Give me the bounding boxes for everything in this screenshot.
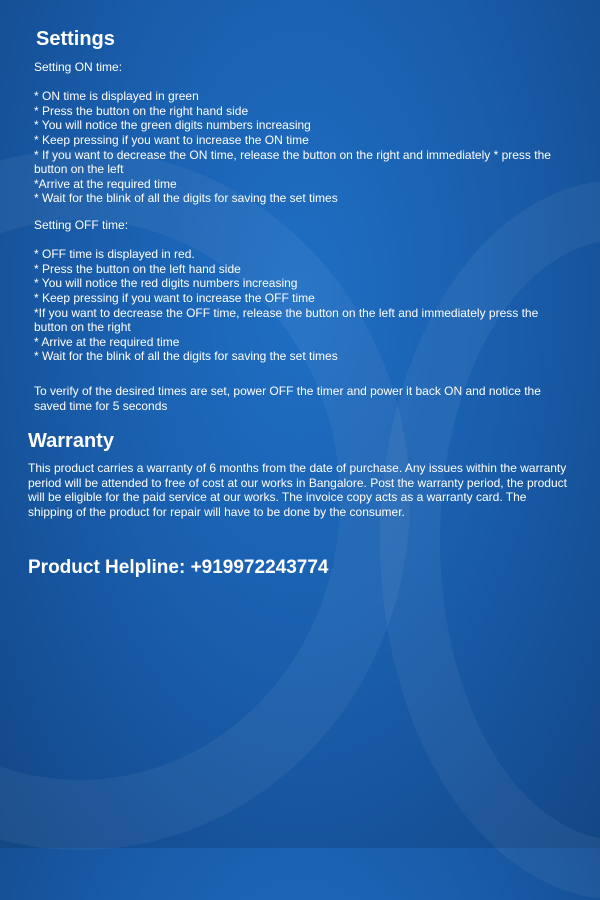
off-time-step: * Keep pressing if you want to increase the OFF time: [34, 290, 315, 305]
on-time-step: * If you want to decrease the ON time, release the button on the right and immediately * press the button on the left: [34, 147, 555, 177]
off-time-step: *If you want to decrease the OFF time, release the button on the left and immediately press the button on the right: [34, 305, 542, 335]
off-time-step: * Wait for the blink of all the digits for saving the set times: [34, 349, 338, 364]
on-time-step: *Arrive at the required time: [34, 176, 177, 191]
off-time-step: * Arrive at the required time: [34, 334, 180, 349]
warranty-heading: Warranty: [28, 430, 114, 452]
verify-note: [34, 384, 574, 413]
settings-heading: Settings: [36, 28, 115, 50]
on-time-step: * Keep pressing if you want to increase the ON time: [34, 132, 309, 147]
off-time-step: * Press the button on the left hand side: [34, 261, 241, 276]
off-time-section: [34, 218, 574, 364]
on-time-step: * ON time is displayed in green: [34, 89, 199, 104]
off-time-heading: Setting OFF time:: [34, 218, 129, 232]
product-helpline: Product Helpline: +919972243774: [28, 557, 329, 578]
verify-text: To verify of the desired times are set, power OFF the timer and power it back ON and notice the saved time for 5 seconds: [34, 384, 545, 413]
on-time-heading: Setting ON time:: [34, 60, 123, 74]
off-time-step: * OFF time is displayed in red.: [34, 247, 195, 262]
on-time-section: [34, 60, 574, 206]
off-time-step: * You will notice the red digits numbers increasing: [34, 276, 298, 291]
on-time-step: * Press the button on the right hand side: [34, 103, 249, 118]
on-time-step: * Wait for the blink of all the digits for saving the set times: [34, 191, 338, 206]
warranty-text: This product carries a warranty of 6 months from the date of purchase. Any issues within the warranty period will be attended to free of cost at our works in Bangalore. Post the warranty period, the product will be eligible for the paid service at our works. The invoice copy acts as a warranty card. The shipping of the product for repair will have to be done by the consumer.: [28, 461, 567, 519]
on-time-step: * You will notice the green digits numbers increasing: [34, 118, 311, 133]
